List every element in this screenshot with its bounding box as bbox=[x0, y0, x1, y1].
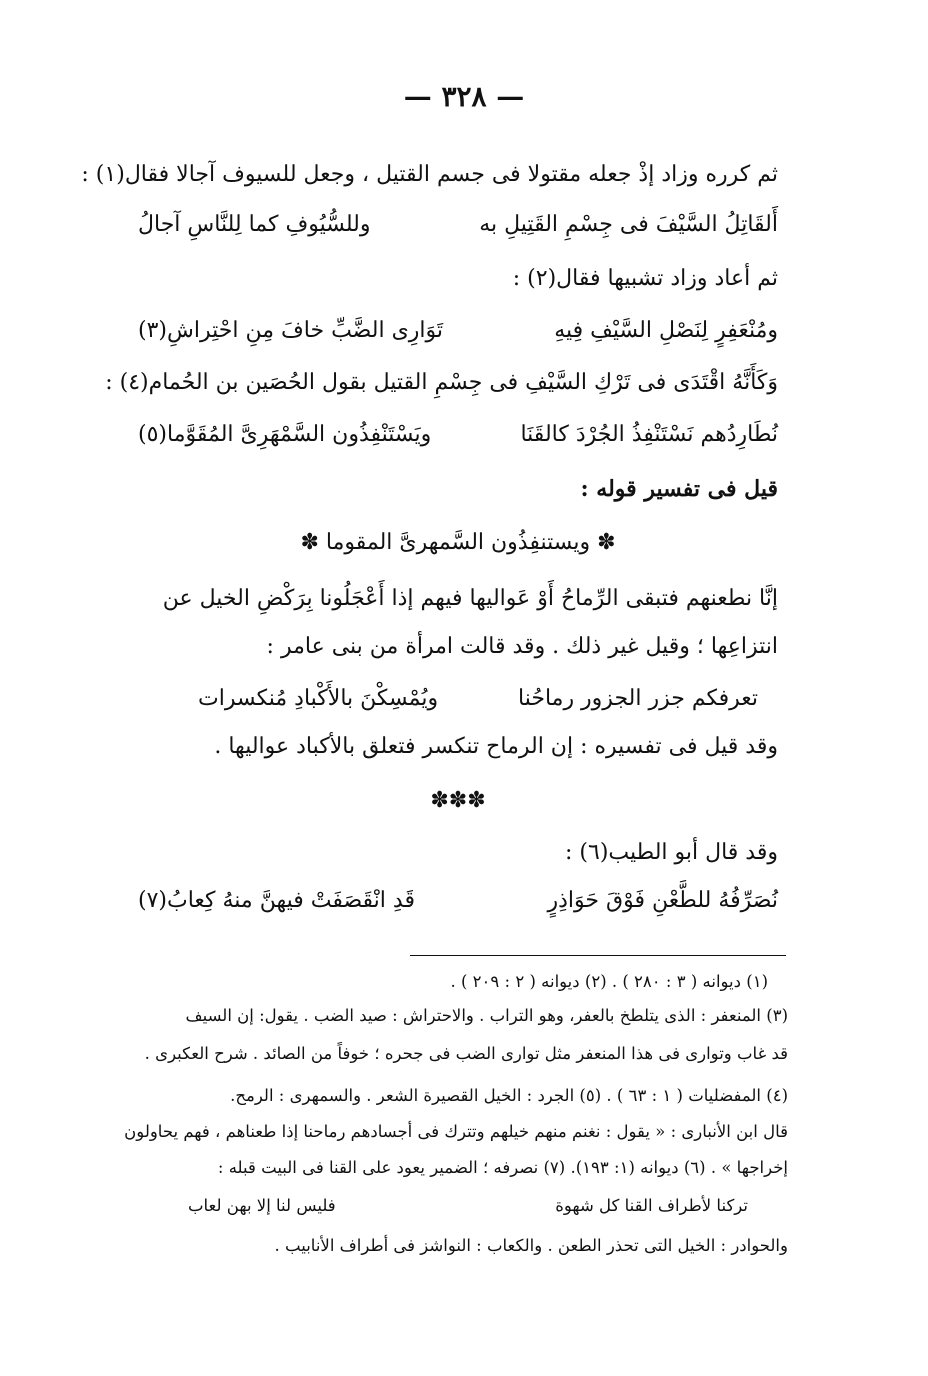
verse-3-first-hemistich: نُطَارِدُهم نَسْتَنْفِذُ الجُرْدَ كالقَنَا bbox=[520, 422, 778, 447]
footnote-verse bbox=[188, 1194, 748, 1218]
body-line-9: وقد قال أبو الطيب(٦) : bbox=[565, 840, 778, 865]
footnote-divider bbox=[410, 955, 786, 956]
verse-5-second-hemistich: قَدِ انْقَصَفَتْ فيهنَّ منهُ كِعابُ(٧) bbox=[138, 888, 415, 913]
footnote-line-7: والحوادر : الخيل التى تحذر الطعن . والكعاب : النواشز فى أطراف الأنابيب . bbox=[274, 1236, 788, 1255]
body-line-1: ثم كرره وزاد إذْ جعله مقتولا فى جسم القتيل ، وجعل للسيوف آجالا فقال(١) : bbox=[81, 162, 778, 187]
verse-4-first-hemistich: تعرفكم جزر الجزور رماحُنا bbox=[518, 686, 758, 711]
verse-2 bbox=[138, 314, 778, 348]
footnote-line-2: (٣) المنعفر : الذى يتلطخ بالعفر، وهو التراب . والاحتراش : صيد الضب . يقول: إن السيف bbox=[185, 1006, 788, 1025]
verse-1-second-hemistich: وللسُّيُوفِ كما لِلنَّاسِ آجالُ bbox=[138, 212, 371, 237]
footnote-line-1: (١) ديوانه ( ٣ : ٢٨٠ ) . (٢) ديوانه ( ٢ : ٢٠٩ ) . bbox=[450, 972, 768, 991]
verse-2-first-hemistich: ومُنْعَفِرٍ لِنَصْلِ السَّيْفِ فِيهِ bbox=[554, 318, 778, 343]
footnote-verse-first-hemistich: تركنا لأطراف القنا كل شهوة bbox=[555, 1196, 748, 1215]
body-line-8: وقد قيل فى تفسيره : إن الرماح تنكسر فتعلق بالأكباد عواليها . bbox=[214, 734, 778, 759]
verse-4-second-hemistich: ويُمْسِكْنَ بالأَكْبادِ مُنكسرات bbox=[198, 686, 439, 711]
body-line-2: ثم أعاد وزاد تشبيها فقال(٢) : bbox=[512, 266, 778, 291]
body-line-7: انتزاعِها ؛ وقيل غير ذلك . وقد قالت امرأة من بنى عامر : bbox=[266, 634, 778, 659]
footnote-line-6: إخراجها » . (٦) ديوانه (١: ١٩٣). (٧) نصرفه ؛ الضمير يعود على القنا فى البيت قبله : bbox=[217, 1158, 788, 1177]
body-line-4: قيل فى تفسير قوله : bbox=[580, 476, 778, 502]
verse-1 bbox=[138, 208, 778, 242]
footnote-line-4: (٤) المفضليات ( ١ : ٦٣ ) . (٥) الجرد : الخيل القصيرة الشعر . والسمهرى : الرمح. bbox=[230, 1086, 788, 1105]
verse-4 bbox=[198, 682, 758, 716]
body-line-6: إنَّا نطعنهم فتبقى الرِّماحُ أَوْ عَواليها فيهم إذا أَعْجَلُونا بِرَكْضِ الخيل عن bbox=[162, 586, 778, 611]
verse-2-second-hemistich: تَوَارِى الضَّبِّ خافَ مِنِ احْتِراشِ(٣) bbox=[138, 318, 444, 343]
verse-5 bbox=[138, 884, 778, 918]
verse-3 bbox=[138, 418, 778, 452]
page-number: — ٣٢٨ — bbox=[403, 80, 525, 113]
verse-3-second-hemistich: ويَسْتَنْفِذُون السَّمْهَرِىَّ المُقَوَّما(٥) bbox=[138, 422, 432, 447]
body-line-3: وَكَأَنَّهُ اقْتَدَى فى تَرْكِ السَّيْفِ فى جِسْمِ القتيل بقول الحُصَين بن الحُمام(٤) : bbox=[105, 370, 778, 395]
verse-5-first-hemistich: نُصَرِّفُهُ للطَّعْنِ فَوْقَ حَوَاذِرٍ bbox=[547, 888, 778, 913]
footnote-line-5: قال ابن الأنبارى : « يقول : نغنم منهم خيلهم وتترك فى أجسادهم رماحنا إذا طعناهم ، فهم يحاولون bbox=[124, 1122, 788, 1141]
footnote-line-3: قد غاب وتوارى فى هذا المنعفر مثل توارى الضب فى جحره ؛ خوفاً من الصائد . شرح العكبرى . bbox=[144, 1044, 788, 1063]
section-separator: ✽✽✽ bbox=[430, 788, 486, 813]
footnote-verse-second-hemistich: فليس لنا إلا بهن لعاب bbox=[188, 1196, 336, 1215]
verse-1-first-hemistich: أَلقَاتِلُ السَّيْفَ فى جِسْمِ القَتِيلِ به bbox=[479, 212, 778, 237]
quoted-hemistich: ✽ ويستنفِذُون السَّمهرىَّ المقوما ✽ bbox=[300, 530, 616, 555]
